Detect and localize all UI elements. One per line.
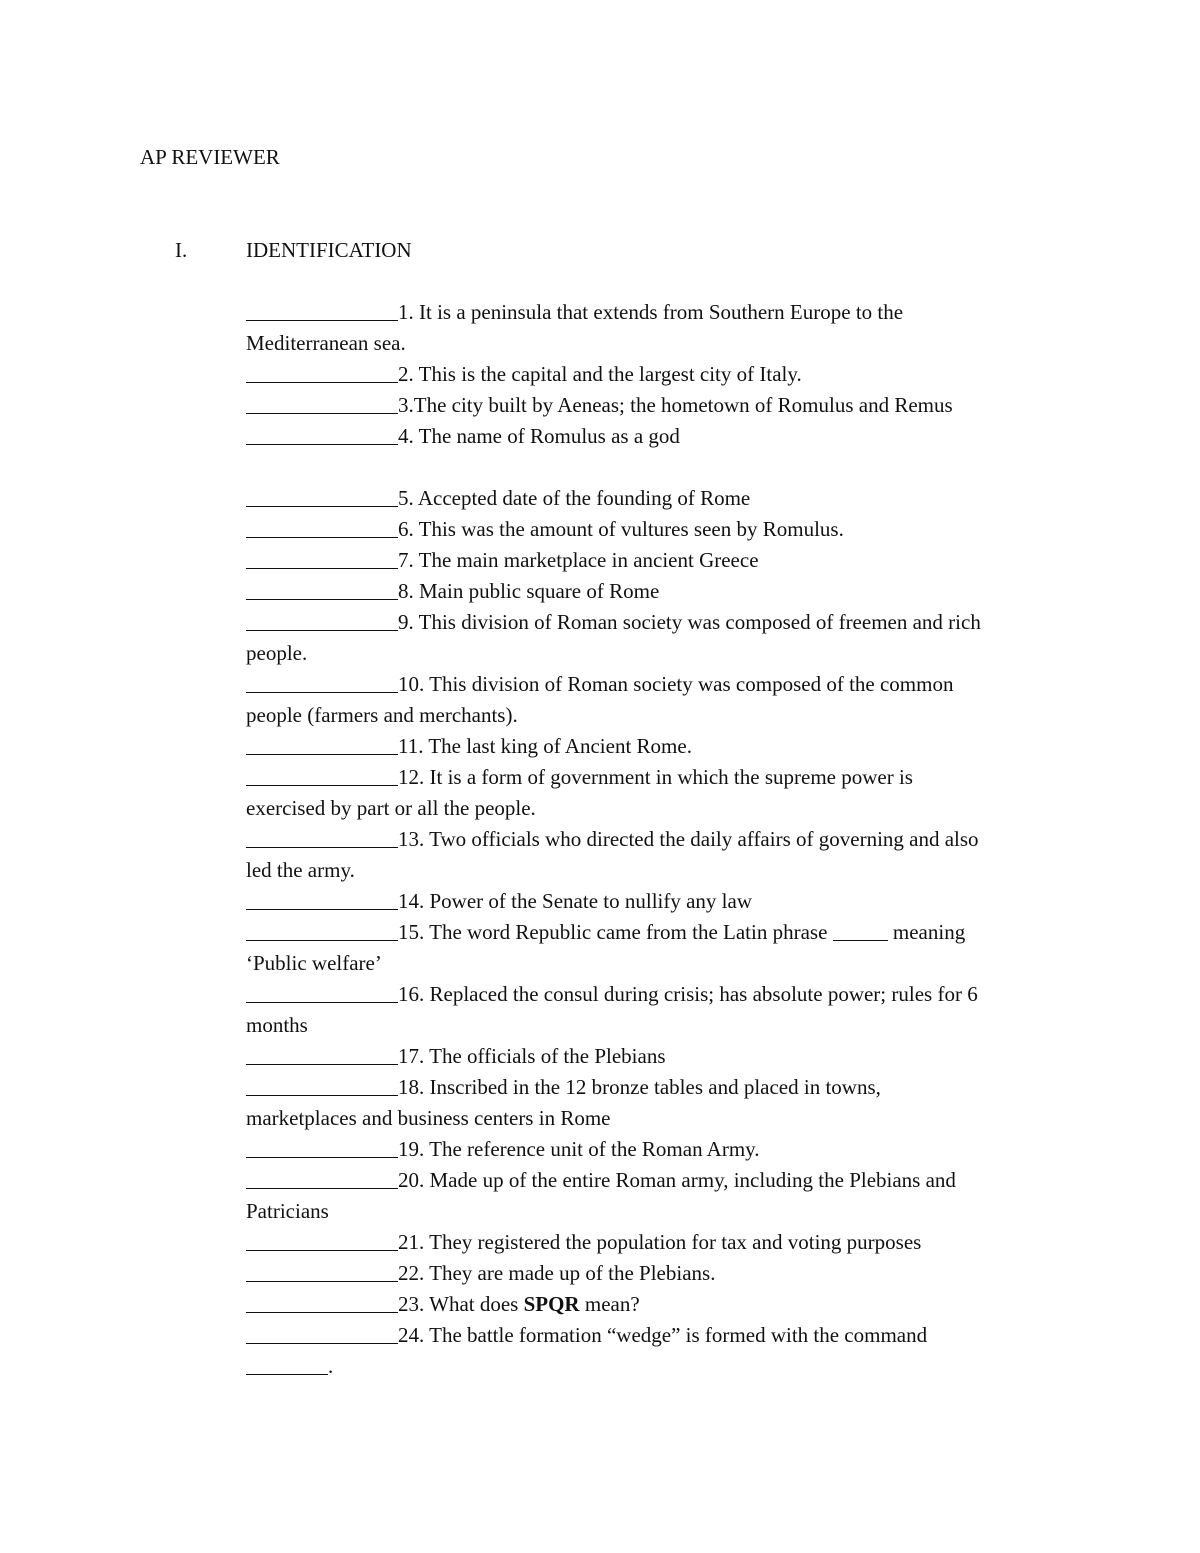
- question-text: 7. The main marketplace in ancient Greece: [398, 548, 759, 572]
- question-text: people.: [246, 641, 308, 665]
- question-text: 15. The word Republic came from the Latin phrase: [398, 920, 833, 944]
- question-24-cont: [246, 1351, 1066, 1382]
- answer-blank[interactable]: [246, 360, 398, 383]
- answer-blank[interactable]: [246, 670, 398, 693]
- question-20-cont: [246, 1196, 1066, 1227]
- question-2: [246, 359, 1066, 390]
- question-8: [246, 576, 1066, 607]
- question-1: [246, 297, 1066, 328]
- question-text: 21. They registered the population for tax and voting purposes: [398, 1230, 922, 1254]
- answer-blank[interactable]: [246, 1321, 398, 1344]
- question-text: people (farmers and merchants).: [246, 703, 518, 727]
- answer-blank[interactable]: [246, 515, 398, 538]
- question-13: [246, 824, 1066, 855]
- question-text: 20. Made up of the entire Roman army, including the Plebians and: [398, 1168, 956, 1192]
- question-18-cont: [246, 1103, 1066, 1134]
- inline-blank[interactable]: [833, 918, 888, 941]
- question-20: [246, 1165, 1066, 1196]
- question-text: 18. Inscribed in the 12 bronze tables and placed in towns,: [398, 1075, 881, 1099]
- section-number: I.: [175, 238, 188, 262]
- answer-blank[interactable]: [246, 1259, 398, 1282]
- question-6: [246, 514, 1066, 545]
- inline-blank[interactable]: [246, 1352, 328, 1375]
- question-24: [246, 1320, 1066, 1351]
- question-text: 10. This division of Roman society was composed of the common: [398, 672, 954, 696]
- question-text: Mediterranean sea.: [246, 331, 406, 355]
- question-15-cont: [246, 948, 1066, 979]
- question-21: [246, 1227, 1066, 1258]
- question-text: 3.The city built by Aeneas; the hometown of Romulus and Remus: [398, 393, 953, 417]
- question-text: 24. The battle formation “wedge” is formed with the command: [398, 1323, 928, 1347]
- answer-blank[interactable]: [246, 608, 398, 631]
- question-text: 11. The last king of Ancient Rome.: [398, 734, 692, 758]
- answer-blank[interactable]: [246, 918, 398, 941]
- question-text: led the army.: [246, 858, 355, 882]
- question-10-cont: [246, 700, 1066, 731]
- question-5: [246, 483, 1066, 514]
- question-text: 1. It is a peninsula that extends from Southern Europe to the: [398, 300, 904, 324]
- question-text: 23. What does: [398, 1292, 524, 1316]
- question-text: 12. It is a form of government in which the supreme power is: [398, 765, 913, 789]
- spacer: [246, 452, 1066, 483]
- answer-blank[interactable]: [246, 391, 398, 414]
- answer-blank[interactable]: [246, 1135, 398, 1158]
- answer-blank[interactable]: [246, 887, 398, 910]
- section-heading: [175, 236, 412, 264]
- question-list: [246, 297, 1066, 1382]
- question-text: 19. The reference unit of the Roman Army.: [398, 1137, 760, 1161]
- answer-blank[interactable]: [246, 980, 398, 1003]
- question-text: 5. Accepted date of the founding of Rome: [398, 486, 751, 510]
- answer-blank[interactable]: [246, 1042, 398, 1065]
- question-16-cont: [246, 1010, 1066, 1041]
- document-title: AP REVIEWER: [140, 145, 280, 169]
- answer-blank[interactable]: [246, 763, 398, 786]
- question-15: [246, 917, 1066, 948]
- question-text: 8. Main public square of Rome: [398, 579, 660, 603]
- question-17: [246, 1041, 1066, 1072]
- question-text: 4. The name of Romulus as a god: [398, 424, 680, 448]
- question-12-cont: [246, 793, 1066, 824]
- question-text: 16. Replaced the consul during crisis; has absolute power; rules for 6: [398, 982, 978, 1006]
- question-text: Patricians: [246, 1199, 329, 1223]
- question-22: [246, 1258, 1066, 1289]
- answer-blank[interactable]: [246, 577, 398, 600]
- question-text: 9. This division of Roman society was composed of freemen and rich: [398, 610, 981, 634]
- question-text: 13. Two officials who directed the daily affairs of governing and also: [398, 827, 979, 851]
- question-text: meaning: [887, 920, 966, 944]
- answer-blank[interactable]: [246, 1290, 398, 1313]
- answer-blank[interactable]: [246, 1073, 398, 1096]
- question-text: 17. The officials of the Plebians: [398, 1044, 666, 1068]
- question-text: .: [328, 1354, 334, 1378]
- question-text: 14. Power of the Senate to nullify any law: [398, 889, 753, 913]
- answer-blank[interactable]: [246, 484, 398, 507]
- question-text: ‘Public welfare’: [246, 951, 382, 975]
- question-12: [246, 762, 1066, 793]
- question-3: [246, 390, 1066, 421]
- question-14: [246, 886, 1066, 917]
- question-text: 22. They are made up of the Plebians.: [398, 1261, 716, 1285]
- question-text: marketplaces and business centers in Rome: [246, 1106, 611, 1130]
- question-23: [246, 1289, 1066, 1320]
- question-13-cont: [246, 855, 1066, 886]
- question-16: [246, 979, 1066, 1010]
- answer-blank[interactable]: [246, 298, 398, 321]
- question-1-cont: [246, 328, 1066, 359]
- answer-blank[interactable]: [246, 825, 398, 848]
- question-10: [246, 669, 1066, 700]
- question-9: [246, 607, 1066, 638]
- question-4: [246, 421, 1066, 452]
- question-11: [246, 731, 1066, 762]
- section-title: IDENTIFICATION: [246, 238, 412, 262]
- question-text: exercised by part or all the people.: [246, 796, 536, 820]
- question-text: 2. This is the capital and the largest city of Italy.: [398, 362, 802, 386]
- question-text: mean?: [579, 1292, 640, 1316]
- question-bold-term: SPQR: [523, 1292, 580, 1316]
- question-19: [246, 1134, 1066, 1165]
- answer-blank[interactable]: [246, 1228, 398, 1251]
- question-text: months: [246, 1013, 308, 1037]
- answer-blank[interactable]: [246, 732, 398, 755]
- answer-blank[interactable]: [246, 546, 398, 569]
- question-18: [246, 1072, 1066, 1103]
- question-7: [246, 545, 1066, 576]
- question-text: 6. This was the amount of vultures seen by Romulus.: [398, 517, 844, 541]
- question-9-cont: [246, 638, 1066, 669]
- answer-blank[interactable]: [246, 1166, 398, 1189]
- answer-blank[interactable]: [246, 422, 398, 445]
